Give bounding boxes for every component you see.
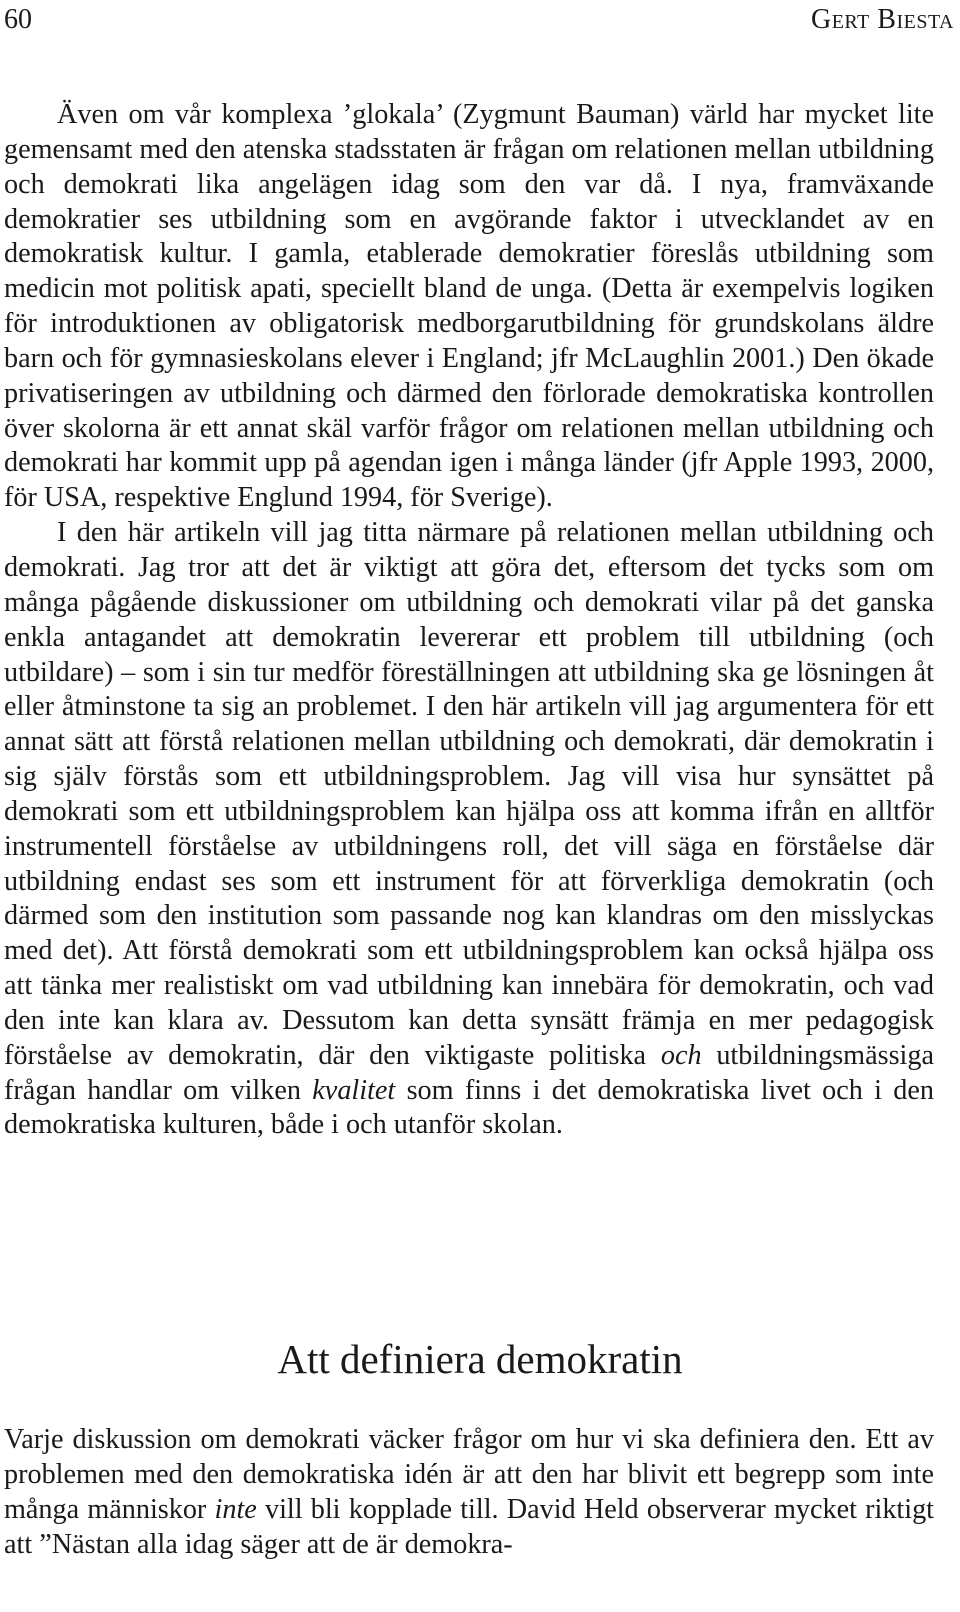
section-body	[4, 1423, 934, 1562]
paragraph-2-emphasis-kvalitet: kvalitet	[312, 1074, 396, 1106]
page-number: 60	[4, 4, 32, 35]
section-emphasis-inte: inte	[214, 1493, 257, 1525]
body-text	[4, 98, 934, 1143]
section-text-b: vill bli kopplade till. David Held observerar mycket riktigt att ”Nästan alla idag säger att de är demokra-	[4, 1493, 934, 1560]
section-paragraph-1	[4, 1423, 934, 1562]
section-heading: Att definiera demokratin	[277, 1336, 683, 1382]
paragraph-2-emphasis-och: och	[660, 1039, 702, 1071]
paragraph-2-text-c: som finns i det demokratiska livet och i den demokratiska kulturen, både i och utanför skolan.	[4, 1074, 935, 1141]
running-head-author: Gert Biesta	[810, 4, 954, 35]
paragraph-2-text-a: I den här artikeln vill jag titta närmare på relationen mellan utbildning och demokrati. Jag tror att det är viktigt att göra det, eftersom det tycks som om många pågående diskussioner om utbildning och demokrati vilar på det ganska enkla antagandet att demokratin levererar ett problem till utbildning (och utbildare) – som i sin tur medför föreställningen att utbildning ska ge lösningen åt eller åtminstone ta sig an problemet. I den här artikeln vill jag argumentera för ett annat sätt att förstå relationen mellan utbildning och demokrati, där demokratin i sig själv förstås som ett utbildningsproblem. Jag vill visa hur synsättet på demokrati som ett utbildningsproblem kan hjälpa oss att komma ifrån en alltför instrumentell förståelse av utbildningens roll, det vill säga en förståelse där utbildning endast ses som ett instrument för att förverkliga demokratin (och därmed som den institution som passande nog kan klandras om den misslyckas med det). Att förstå demokrati som ett utbildningsproblem kan också hjälpa oss att tänka mer realistiskt om vad utbildning kan innebära för demokratin, och vad den inte kan klara av. Dessutom kan detta synsätt främja en mer pedagogisk förståelse av demokratin, där den viktigaste politiska	[4, 517, 934, 1071]
paragraph-1	[4, 98, 934, 516]
paragraph-2	[4, 516, 934, 1143]
section-text-a: Varje diskussion om demokrati väcker frågor om hur vi ska definiera den. Ett av problemen med den demokratiska idén är att den har blivit ett begrepp som inte många människor	[4, 1424, 934, 1525]
paragraph-2-text-b: utbildningsmässiga frågan handlar om vilken	[4, 1039, 934, 1106]
running-head	[4, 0, 954, 40]
paragraph-1-text: Även om vår komplexa ’glokala’ (Zygmunt Bauman) värld har mycket lite gemensamt med den atenska stadsstaten är frågan om relationen mellan utbildning och demokrati lika angelägen idag som den var då. I nya, framväxande demokratier ses utbildning som en avgörande faktor i utvecklandet av en demokratisk kultur. I gamla, etablerade demokratier föreslås utbildning som medicin mot politisk apati, speciellt bland de unga. (Detta är exempelvis logiken för introduktionen av obligatorisk medborgarutbildning för grundskolans äldre barn och för gymnasieskolans elever i England; jfr McLaughlin 2001.) Den ökade privatiseringen av utbildning och därmed den förlorade demokratiska kontrollen över skolorna är ett annat skäl varför frågor om relationen mellan utbildning och demokrati har kommit upp på agendan igen i många länder (jfr Apple 1993, 2000, för USA, respektive Englund 1994, för Sverige).	[4, 99, 934, 514]
